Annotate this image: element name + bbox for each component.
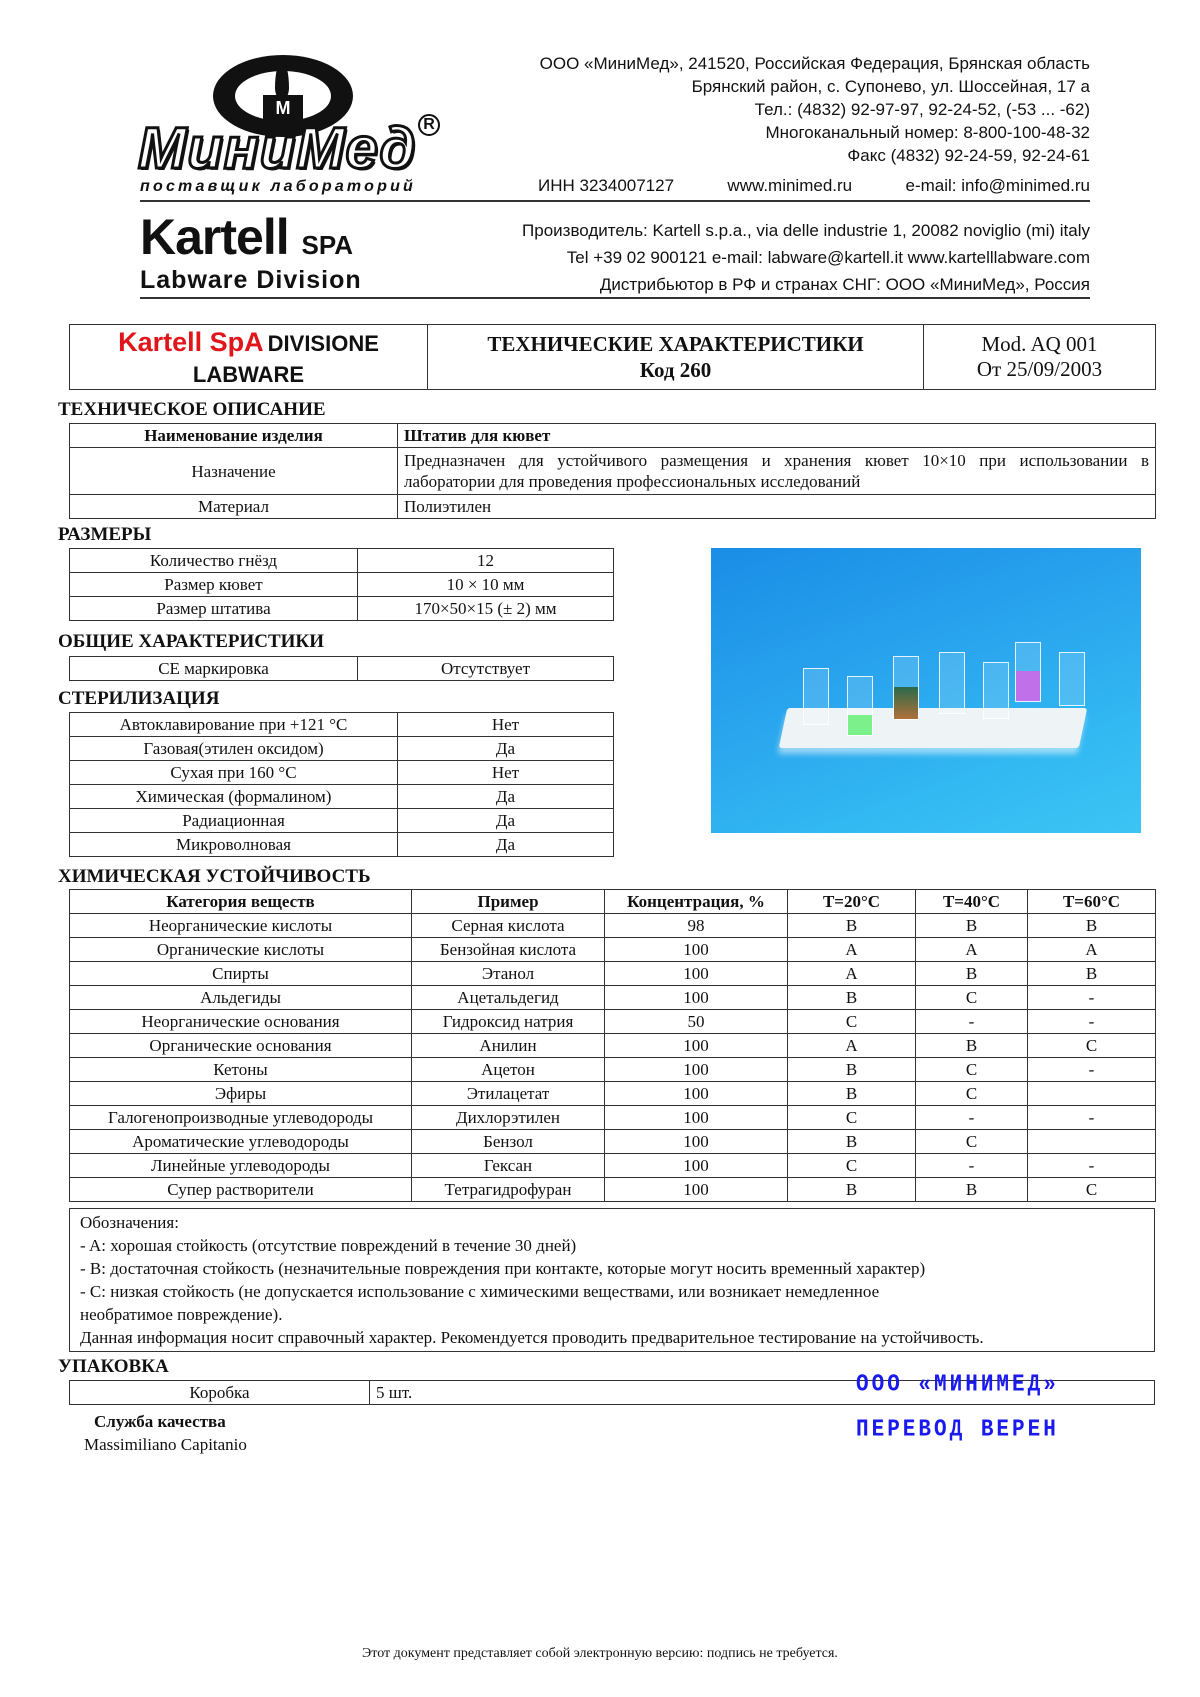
address-line: ООО «МиниМед», 241520, Российская Федерация, Брянская область [539,54,1090,73]
table-cell: 100 [605,962,788,986]
section-heading-packaging: УПАКОВКА [58,1356,169,1377]
table-cell: Супер растворители [70,1178,412,1202]
sterilization-table [69,712,614,857]
section-heading-dimensions: РАЗМЕРЫ [58,524,152,545]
table-cell: B [916,1034,1028,1058]
legend-item-c-cont: необратимое повреждение). [80,1305,283,1324]
signature-title: Служба качества [94,1412,226,1431]
table-cell: Гидроксид натрия [412,1010,605,1034]
product-code: Код 260 [639,358,712,382]
table-cell: B [1028,914,1156,938]
table-row [70,1106,1156,1130]
title-cell [428,325,924,389]
table-cell: A [1028,938,1156,962]
table-row: Химическая (формалином) Да [70,785,614,809]
cuvette [1059,652,1085,706]
table-cell: A [788,962,916,986]
table-cell: 100 [605,1178,788,1202]
table-cell: B [916,962,1028,986]
table-row: Размер штатива 170×50×15 (± 2) мм [70,597,614,621]
table-row: Сухая при 160 °C Нет [70,761,614,785]
table-cell: Органические кислоты [70,938,412,962]
table-cell: C [916,986,1028,1010]
table-cell: Бензойная кислота [412,938,605,962]
table-cell: A [788,938,916,962]
table-cell: Альдегиды [70,986,412,1010]
table-cell: Органические основания [70,1034,412,1058]
table-row: Количество гнёзд 12 [70,549,614,573]
table-cell: B [916,1178,1028,1202]
minimed-logo-wordmark: МиниМед [138,116,417,181]
table-cell: - [916,1010,1028,1034]
table-cell: C [916,1058,1028,1082]
signature-name: Massimiliano Capitanio [84,1435,247,1454]
table-row [70,1154,1156,1178]
chemical-resistance-table [69,889,1156,1202]
table-cell: C [788,1106,916,1130]
table-row [70,1058,1156,1082]
translation-stamp-verified: ПЕРЕВОД ВЕРЕН [856,1417,1059,1444]
divider [140,297,1090,299]
description-table [69,423,1156,519]
disclaimer: Данная информация носит справочный характер. Рекомендуется проводить предварительное тестирование на устойчивость. [80,1328,984,1347]
table-row: CE маркировка Отсутствует [70,657,614,681]
phone-line: Тел.: (4832) 92-97-97, 92-24-52, (-53 ... -62) [754,100,1090,119]
table-row: Назначение Предназначен для устойчивого размещения и хранения кювет 10×10 при использовании в лаборатории для проведения профессиональных исследований [70,448,1156,495]
company-address [540,52,1090,167]
table-cell: B [1028,962,1156,986]
table-cell: 98 [605,914,788,938]
manufacturer-info [522,217,1090,298]
legend-title: Обозначения: [80,1213,179,1232]
table-cell: Неорганические кислоты [70,914,412,938]
table-cell: Спирты [70,962,412,986]
table-cell: 100 [605,1082,788,1106]
table-cell: Этанол [412,962,605,986]
table-cell [1028,1082,1156,1106]
table-cell: B [788,986,916,1010]
cuvette [1015,642,1041,702]
table-row: Газовая(этилен оксидом) Да [70,737,614,761]
table-row [70,938,1156,962]
table-cell: - [1028,1106,1156,1130]
table-cell: Тетрагидрофуран [412,1178,605,1202]
inn: ИНН 3234007127 [538,176,675,195]
table-cell: 100 [605,1034,788,1058]
table-cell: 50 [605,1010,788,1034]
cuvette [983,662,1009,719]
table-cell: Ацетальдегид [412,986,605,1010]
table-cell: 100 [605,1130,788,1154]
table-cell: Анилин [412,1034,605,1058]
table-cell: 100 [605,1058,788,1082]
cuvette [893,656,919,720]
manufacturer-contacts: Tel +39 02 900121 e-mail: labware@kartell.it www.kartelllabware.com [566,248,1090,267]
kartell-division: Labware Division [140,266,362,294]
table-cell: Гексан [412,1154,605,1178]
cuvette [939,652,965,714]
section-heading-general: ОБЩИЕ ХАРАКТЕРИСТИКИ [58,631,324,652]
table-cell: Галогенопроизводные углеводороды [70,1106,412,1130]
table-cell [1028,1130,1156,1154]
table-row [70,914,1156,938]
table-row: Автоклавирование при +121 °C Нет [70,713,614,737]
table-cell: Бензол [412,1130,605,1154]
table-cell: - [1028,1154,1156,1178]
table-header-row: Категория веществ Пример Концентрация, % T=20°C T=40°C T=60°C [70,890,1156,914]
table-cell: C [788,1154,916,1178]
table-cell: C [1028,1034,1156,1058]
cuvette [803,668,829,725]
table-cell: - [916,1106,1028,1130]
legend-item-c: - C: низкая стойкость (не допускается использование с химическими веществами, или возникает немедленное [80,1282,880,1301]
table-cell: 100 [605,986,788,1010]
website-link[interactable]: www.minimed.ru [727,176,853,195]
model-number: Mod. AQ 001 [981,332,1098,356]
table-row [70,986,1156,1010]
table-cell: Ароматические углеводороды [70,1130,412,1154]
table-cell: B [788,1082,916,1106]
table-cell: B [788,1178,916,1202]
general-table [69,656,614,681]
table-row [70,1010,1156,1034]
manufacturer-address: Производитель: Kartell s.p.a., via delle industrie 1, 20082 noviglio (mi) italy [522,221,1090,240]
document-date: От 25/09/2003 [976,357,1103,381]
table-cell: Серная кислота [412,914,605,938]
table-row [70,1082,1156,1106]
flame-icon [275,61,289,99]
table-cell: Дихлорэтилен [412,1106,605,1130]
table-cell: B [788,1058,916,1082]
table-cell: C [916,1082,1028,1106]
hotline-line: Многоканальный номер: 8-800-100-48-32 [765,123,1090,142]
minimed-logo-emblem: M [213,55,353,137]
table-cell: Линейные углеводороды [70,1154,412,1178]
table-cell: - [1028,1058,1156,1082]
table-cell: C [1028,1178,1156,1202]
section-heading-chemical: ХИМИЧЕСКАЯ УСТОЙЧИВОСТЬ [58,866,371,887]
table-cell: A [788,1034,916,1058]
table-cell: C [788,1010,916,1034]
table-cell: B [916,914,1028,938]
section-heading-sterilization: СТЕРИЛИЗАЦИЯ [58,688,220,709]
table-cell: A [916,938,1028,962]
table-cell: Ацетон [412,1058,605,1082]
table-row: Наименование изделия Штатив для кювет [70,424,1156,448]
document-title: ТЕХНИЧЕСКИЕ ХАРАКТЕРИСТИКИ [487,332,864,356]
table-row: Размер кювет 10 × 10 мм [70,573,614,597]
table-cell: C [916,1130,1028,1154]
fax-line: Факс (4832) 92-24-59, 92-24-61 [847,146,1090,165]
table-cell: - [916,1154,1028,1178]
table-row [70,1034,1156,1058]
table-cell: Кетоны [70,1058,412,1082]
table-cell: B [788,1130,916,1154]
table-row: Радиационная Да [70,809,614,833]
footer-note: Этот документ представляет собой электронную версию: подпись не требуется. [362,1646,838,1661]
cuvette [847,676,873,736]
distributor-line: Дистрибьютор в РФ и странах СНГ: ООО «МиниМед», Россия [599,275,1090,294]
company-contacts [538,176,1090,196]
table-cell: B [788,914,916,938]
table-cell: Эфиры [70,1082,412,1106]
table-row: Коробка 5 шт. [70,1381,1155,1405]
table-cell: 100 [605,1154,788,1178]
table-row: Материал Полиэтилен [70,495,1156,519]
table-row [70,1178,1156,1202]
registered-trademark-icon: R [418,114,440,136]
email-link[interactable]: e-mail: info@minimed.ru [905,176,1090,195]
product-photo [711,548,1141,833]
minimed-tagline: поставщик лабораторий [140,178,417,195]
table-row: Микроволновая Да [70,833,614,857]
table-cell: 100 [605,1106,788,1130]
table-cell: Этилацетат [412,1082,605,1106]
document-header-box [69,324,1156,390]
legend-item-b: - B: достаточная стойкость (незначительные повреждения при контакте, которые могут носить временный характер) [80,1259,926,1278]
kartell-logo: Kartell SPA [140,209,354,265]
section-heading-description: ТЕХНИЧЕСКОЕ ОПИСАНИЕ [58,399,326,420]
resistance-legend [69,1208,1155,1352]
address-line: Брянский район, с. Супонево, ул. Шоссейная, 17 а [691,77,1090,96]
table-cell: 100 [605,938,788,962]
table-row [70,962,1156,986]
legend-item-a: - A: хорошая стойкость (отсутствие повреждений в течение 30 дней) [80,1236,577,1255]
table-row [70,1130,1156,1154]
table-cell: - [1028,986,1156,1010]
revision-cell [924,325,1155,389]
translation-stamp-company: ООО «МИНИМЕД» [856,1372,1059,1399]
dimensions-table [69,548,614,621]
table-cell: - [1028,1010,1156,1034]
company-cell: Kartell SpA DIVISIONE LABWARE [70,325,428,389]
divider [140,200,1090,202]
company-name-red: Kartell SpA [118,326,264,357]
table-cell: Неорганические основания [70,1010,412,1034]
